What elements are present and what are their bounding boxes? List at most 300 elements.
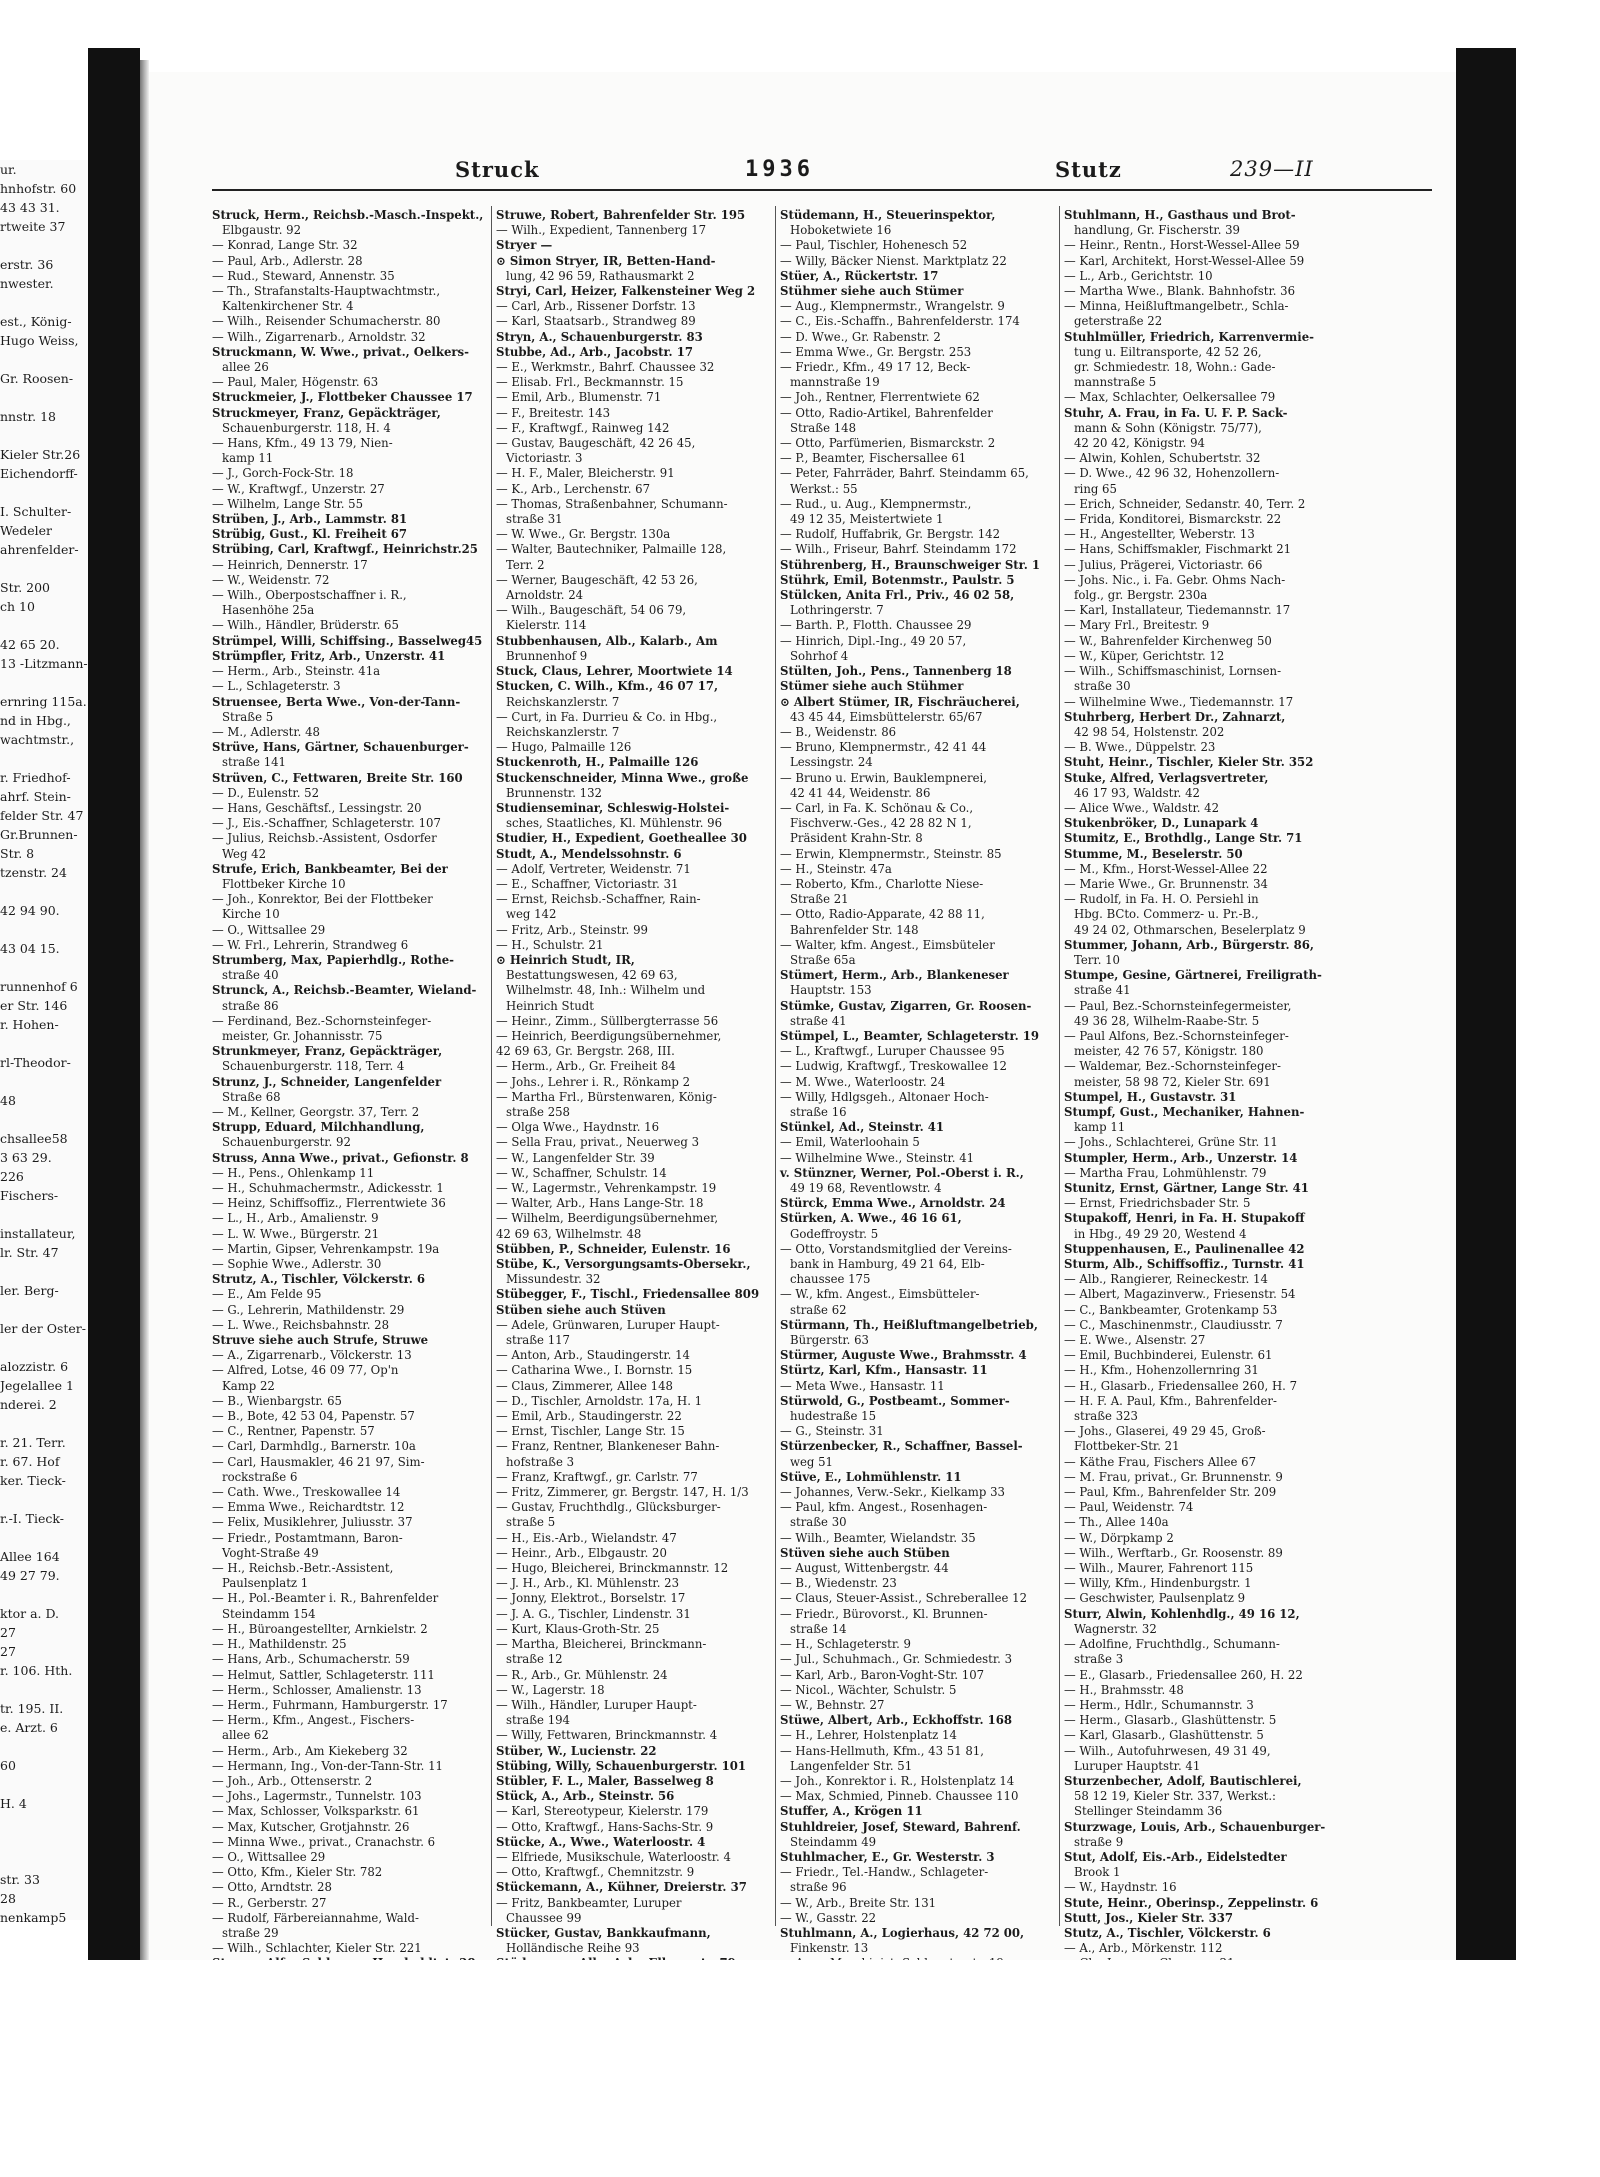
left-page-fragment-line — [0, 1414, 88, 1433]
directory-entry: — Rud., Steward, Annenstr. 35 — [212, 268, 395, 283]
directory-entry: — J., Gorch-Fock-Str. 18 — [212, 466, 354, 481]
directory-entry-heading: Stühmer siehe auch Stümer — [780, 284, 964, 299]
directory-entry: — Bruno u. Erwin, Bauklempnerei, — [780, 770, 987, 785]
left-page-fragment-line — [0, 1110, 88, 1129]
left-page-fragment-line: alozzistr. 6 — [0, 1359, 69, 1374]
directory-entry: Schauenburgerstr. 92 — [222, 1135, 351, 1150]
directory-entry: — Johs. Nic., i. Fa. Gebr. Ohms Nach- — [1064, 572, 1286, 587]
left-page-fragment-line — [0, 559, 88, 578]
directory-entry: — Emma Wwe., Reichardtstr. 12 — [212, 1500, 405, 1515]
directory-entry: — Herm., Arb., Steinstr. 41a — [212, 664, 381, 679]
directory-entry-heading: Stünkel, Ad., Steinstr. 41 — [780, 1120, 945, 1135]
directory-entry-heading: Stuffer, A., Krögen 11 — [780, 1804, 923, 1819]
directory-entry: Holländische Reihe 93 — [506, 1941, 640, 1956]
directory-entry-heading: Stübe, K., Versorgungsamts-Obersekr., — [496, 1257, 751, 1272]
directory-entry-heading: Stuhlmüller, Friedrich, Karrenvermie- — [1064, 329, 1315, 344]
directory-entry: straße 5 — [506, 1515, 556, 1530]
directory-entry: — G., Steinstr. 31 — [780, 1424, 884, 1439]
directory-entry: — Franz, Kraftwgf., gr. Carlstr. 77 — [496, 1469, 698, 1484]
directory-entry: — Max, Kutscher, Grotjahnstr. 26 — [212, 1819, 410, 1834]
directory-entry: Brunnenstr. 132 — [506, 785, 602, 800]
left-page-fragment-line — [0, 1262, 88, 1281]
directory-entry: — Emil, Arb., Staudingerstr. 22 — [496, 1409, 682, 1424]
directory-entry: — Geschwister, Paulsenplatz 9 — [1064, 1591, 1246, 1606]
directory-entry: Straße 5 — [222, 709, 274, 724]
page-gutter — [140, 60, 149, 1970]
directory-entry: — Adele, Grünwaren, Luruper Haupt- — [496, 1317, 720, 1332]
directory-entry: straße 41 — [1074, 983, 1131, 998]
directory-entry-heading: Stürck, Emma Wwe., Arnoldstr. 24 — [780, 1196, 1006, 1211]
left-page-fragment-line: 28 — [0, 1891, 16, 1906]
directory-entry-heading: Stück, A., Arb., Steinstr. 56 — [496, 1789, 675, 1804]
directory-entry: — Curt, in Fa. Durrieu & Co. in Hbg., — [496, 709, 718, 724]
left-page-fragment-line: Gr.Brunnen- — [0, 827, 78, 842]
left-page-fragment-line — [0, 1205, 88, 1224]
directory-entry: straße 12 — [506, 1652, 563, 1667]
directory-entry: Werkst.: 55 — [790, 481, 858, 496]
directory-entry: in Hbg., 49 29 20, Westend 4 — [1074, 1226, 1247, 1241]
directory-entry: — Carl, Hausmakler, 46 21 97, Sim- — [212, 1454, 425, 1469]
directory-entry: — Jonny, Elektrot., Borselstr. 17 — [496, 1591, 686, 1606]
directory-entry: — Hinrich, Dipl.-Ing., 49 20 57, — [780, 633, 967, 648]
directory-entry-heading: Strutz, A., Tischler, Völckerstr. 6 — [212, 1272, 425, 1287]
directory-entry: — Willy, Hdlgsgeh., Altonaer Hoch- — [780, 1089, 989, 1104]
directory-entry: 42 20 42, Königstr. 94 — [1074, 436, 1205, 451]
left-page-fragment-line: lr. Str. 47 — [0, 1245, 59, 1260]
directory-entry: — Paul, Tischler, Hohenesch 52 — [780, 238, 968, 253]
directory-entry: — Jul., Schuhmach., Gr. Schmiedestr. 3 — [780, 1652, 1013, 1667]
directory-entry: — L., Schlageterstr. 3 — [212, 679, 341, 694]
directory-entry: hudestraße 15 — [790, 1409, 877, 1424]
left-page-fragment-line: wachtmstr., — [0, 732, 75, 747]
directory-entry-heading: Stübing, Willy, Schauenburgerstr. 101 — [496, 1758, 747, 1773]
directory-entry: — Herm., Arb., Am Kiekeberg 32 — [212, 1743, 408, 1758]
left-page-fragment-line: ahrf. Stein- — [0, 789, 71, 804]
directory-entry: — Ernst, Reichsb.-Schaffner, Rain- — [496, 892, 701, 907]
header-year: 1936 — [745, 157, 814, 182]
directory-entry: — Johs., Lagermstr., Tunnelstr. 103 — [212, 1789, 422, 1804]
left-page-fragment-line: 48 — [0, 1093, 16, 1108]
directory-entry: — E., Werkmstr., Bahrf. Chaussee 32 — [496, 360, 715, 375]
left-page-fragment-line — [0, 1585, 88, 1604]
left-page-fragment-line: r. Hohen- — [0, 1017, 59, 1032]
directory-entry: Voght-Straße 49 — [222, 1545, 319, 1560]
directory-entry: — Wilh., Autofuhrwesen, 49 31 49, — [1064, 1743, 1271, 1758]
directory-entry: — Walter, Arb., Hans Lange-Str. 18 — [496, 1196, 704, 1211]
directory-entry: — Willy, Kfm., Hindenburgstr. 1 — [1064, 1576, 1252, 1591]
directory-entry: — Elisab. Frl., Beckmannstr. 15 — [496, 375, 684, 390]
left-page-fragment-line: erstr. 36 — [0, 257, 54, 272]
directory-entry: Missundestr. 32 — [506, 1272, 601, 1287]
directory-entry-heading: Stupakoff, Henri, in Fa. H. Stupakoff — [1064, 1211, 1305, 1226]
left-page-fragment-line: 43 43 31. — [0, 200, 60, 215]
directory-entry: Schauenburgerstr. 118, Terr. 4 — [222, 1059, 405, 1074]
directory-entry: — M., Kfm., Horst-Wessel-Allee 22 — [1064, 861, 1268, 876]
directory-entry: — Werner, Baugeschäft, 42 53 26, — [496, 572, 698, 587]
directory-entry: — Max, Schmied, Pinneb. Chaussee 110 — [780, 1789, 1019, 1804]
directory-entry-heading: Stüven siehe auch Stüben — [780, 1545, 950, 1560]
directory-entry: — H., Lehrer, Holstenplatz 14 — [780, 1728, 957, 1743]
directory-entry-heading: Stryer — — [496, 238, 553, 253]
directory-entry: — E., Schaffner, Victoriastr. 31 — [496, 876, 679, 891]
directory-entry: Schauenburgerstr. 118, H. 4 — [222, 420, 391, 435]
directory-entry: Bürgerstr. 63 — [790, 1333, 869, 1348]
left-page-fragment-line: Kieler Str.26 — [0, 447, 81, 462]
directory-entry: Paulsenplatz 1 — [222, 1576, 309, 1591]
directory-entry-heading: Stürken, A. Wwe., 46 16 61, — [780, 1211, 962, 1226]
directory-entry: — Paul, Weidenstr. 74 — [1064, 1500, 1194, 1515]
directory-entry-heading: Strufe, Erich, Bankbeamter, Bei der — [212, 861, 448, 876]
directory-entry: — H., Schuhmachermstr., Adickesstr. 1 — [212, 1181, 444, 1195]
directory-entry: hofstraße 3 — [506, 1454, 575, 1469]
directory-entry: — W. Frl., Lehrerin, Strandweg 6 — [212, 937, 409, 952]
directory-entry: — Joh., Rentner, Flerrentwiete 62 — [780, 390, 980, 405]
directory-entry: — Emil, Buchbinderei, Eulenstr. 61 — [1064, 1348, 1273, 1363]
directory-entry: — Friedr., Tel.-Handw., Schlageter- — [780, 1865, 989, 1880]
directory-entry-heading: Stümert, Herm., Arb., Blankeneser — [780, 968, 1009, 983]
column-separator — [775, 206, 776, 1926]
left-page-fragment-line: 60 — [0, 1758, 16, 1773]
directory-entry: — W., Kraftwgf., Unzerstr. 27 — [212, 481, 385, 496]
directory-entry: — M. Wwe., Waterloostr. 24 — [780, 1074, 946, 1089]
directory-entry: — H., Pens., Ohlenkamp 11 — [212, 1165, 375, 1180]
directory-entry: Luruper Hauptstr. 41 — [1074, 1758, 1201, 1773]
directory-entry: — Otto, Radio-Apparate, 42 88 11, — [780, 907, 985, 922]
directory-entry: — Heinz, Schiffsoffiz., Flerrentwiete 36 — [212, 1196, 446, 1211]
left-page-fragment-line: tr. 195. II. — [0, 1701, 64, 1716]
directory-entry: — H., Angestellter, Weberstr. 13 — [1064, 527, 1255, 542]
directory-entry: Straße 148 — [790, 420, 857, 435]
directory-entry: — Franz, Rentner, Blankeneser Bahn- — [496, 1439, 720, 1454]
directory-entry: — Gustav, Baugeschäft, 42 26 45, — [496, 436, 696, 451]
left-page-fragment-line — [0, 1490, 88, 1509]
directory-entry: 42 69 63, Gr. Bergstr. 268, III. — [496, 1044, 675, 1059]
directory-column-1 — [212, 208, 486, 1956]
directory-entry: — Otto, Parfümerien, Bismarckstr. 2 — [780, 436, 996, 451]
directory-entry: — Paul Alfons, Bez.-Schornsteinfeger- — [1064, 1028, 1289, 1043]
directory-entry: — Herm., Arb., Gr. Freiheit 84 — [496, 1059, 676, 1074]
directory-entry: — Herm., Schlosser, Amalienstr. 13 — [212, 1682, 422, 1697]
column-separator — [1059, 206, 1060, 1926]
directory-entry: — Karl, Staatsarb., Strandweg 89 — [496, 314, 696, 329]
directory-entry: — Wilh., Expedient, Tannenberg 17 — [496, 223, 707, 238]
directory-entry-heading: Stückemann, A., Kühner, Dreierstr. 37 — [496, 1880, 747, 1895]
directory-entry: — W., Gasstr. 22 — [780, 1910, 877, 1925]
directory-entry: — Carl, Darmhdlg., Barnerstr. 10a — [212, 1439, 416, 1454]
directory-entry: — Karl, Installateur, Tiedemannstr. 17 — [1064, 603, 1291, 618]
directory-entry: — Aug., Klempnermstr., Wrangelstr. 9 — [780, 299, 1005, 314]
directory-entry: — B., Bote, 42 53 04, Papenstr. 57 — [212, 1409, 415, 1424]
left-page-fragment-line: Eichendorff- — [0, 466, 78, 481]
directory-entry: meister, 58 98 72, Kieler Str. 691 — [1074, 1074, 1271, 1089]
left-page-fragment-line: ur. — [0, 162, 17, 177]
directory-entry: — H., Steinstr. 47a — [780, 861, 892, 876]
directory-entry: — Roberto, Kfm., Charlotte Niese- — [780, 876, 984, 891]
directory-entry: — Wilh., Maurer, Fahrenort 115 — [1064, 1561, 1254, 1576]
directory-entry: Wilhelmstr. 48, Inh.: Wilhelm und — [506, 983, 706, 998]
directory-entry-heading: Stumpf, Gust., Mechaniker, Hahnen- — [1064, 1104, 1305, 1119]
directory-entry: Straße 65a — [790, 952, 856, 967]
left-page-fragment-line: nenkamp5 — [0, 1910, 67, 1925]
directory-entry: Kamp 22 — [222, 1378, 275, 1393]
directory-entry: — Otto, Kraftwgf., Chemnitzstr. 9 — [496, 1865, 695, 1880]
directory-entry: Bahrenfelder Str. 148 — [790, 922, 919, 937]
directory-entry: — Hermann, Ing., Von-der-Tann-Str. 11 — [212, 1758, 443, 1773]
directory-entry-heading: Sturm, Alb., Schiffsoffiz., Turnstr. 41 — [1064, 1257, 1305, 1272]
directory-entry: straße 3 — [1074, 1652, 1124, 1667]
directory-entry: — M., Adlerstr. 48 — [212, 724, 320, 739]
directory-entry-heading: Stübegger, F., Tischl., Friedensallee 809 — [496, 1287, 760, 1302]
directory-entry: — Rudolf, Färbereiannahme, Wald- — [212, 1910, 419, 1925]
directory-entry: — H., Büroangestellter, Arnkielstr. 2 — [212, 1621, 428, 1636]
directory-entry: — Adolf, Vertreter, Weidenstr. 71 — [496, 861, 691, 876]
directory-entry: — L., H., Arb., Amalienstr. 9 — [212, 1211, 379, 1226]
directory-entry: — L. Wwe., Reichsbahnstr. 28 — [212, 1317, 390, 1332]
directory-entry: — H. F. A. Paul, Kfm., Bahrenfelder- — [1064, 1393, 1277, 1408]
directory-entry: sches, Staatliches, Kl. Mühlenstr. 96 — [506, 816, 723, 831]
directory-entry: — Fritz, Zimmerer, gr. Bergstr. 147, H. 1/3 — [496, 1485, 749, 1500]
directory-entry: straße 141 — [222, 755, 286, 770]
directory-entry-heading: Stülcken, Anita Frl., Priv., 46 02 58, — [780, 588, 1015, 603]
directory-entry: — B., Weidenstr. 86 — [780, 724, 897, 739]
directory-entry: — Thomas, Straßenbahner, Schumann- — [496, 496, 728, 511]
directory-entry: — R., Gerberstr. 27 — [212, 1895, 327, 1910]
directory-entry: — Claus, Zimmerer, Allee 148 — [496, 1378, 673, 1393]
directory-entry-heading: Struensee, Berta Wwe., Von-der-Tann- — [212, 694, 461, 709]
left-page-fragment-line — [0, 1072, 88, 1091]
directory-entry: straße 323 — [1074, 1409, 1138, 1424]
directory-entry: — B. Wwe., Düppelstr. 23 — [1064, 740, 1216, 755]
directory-entry: — Hugo, Bleicherei, Brinckmannstr. 12 — [496, 1561, 729, 1576]
directory-entry-heading: Stumpler, Herm., Arb., Unzerstr. 14 — [1064, 1150, 1298, 1165]
directory-entry: lung, 42 96 59, Rathausmarkt 2 — [506, 268, 695, 283]
left-page-fragment-line — [0, 236, 88, 255]
directory-entry: — Bruno, Klempnermstr., 42 41 44 — [780, 740, 987, 755]
directory-entry: — Wilhelm, Lange Str. 55 — [212, 496, 364, 511]
directory-entry: — D., Tischler, Arnoldstr. 17a, H. 1 — [496, 1393, 703, 1408]
directory-entry: Reichskanzlerstr. 7 — [506, 724, 620, 739]
directory-entry: — Marie Wwe., Gr. Brunnenstr. 34 — [1064, 876, 1268, 891]
directory-entry: — H., Kfm., Hohenzollernring 31 — [1064, 1363, 1259, 1378]
left-page-fragment-line: nnstr. 18 — [0, 409, 56, 424]
directory-entry: kamp 11 — [1074, 1120, 1126, 1135]
directory-entry: — Sophie Wwe., Adlerstr. 30 — [212, 1257, 382, 1272]
left-page-fragment-line — [0, 350, 88, 369]
left-page-fragment-line: felder Str. 47 — [0, 808, 84, 823]
directory-entry: straße 62 — [790, 1302, 847, 1317]
left-page-fragment-line: installateur, — [0, 1226, 76, 1241]
directory-entry: — F., Kraftwgf., Rainweg 142 — [496, 420, 670, 435]
directory-entry: — Otto, Vorstandsmitglied der Vereins- — [780, 1241, 1012, 1256]
directory-entry: — Käthe Frau, Fischers Allee 67 — [1064, 1454, 1257, 1469]
directory-entry-heading: Stuke, Alfred, Verlagsvertreter, — [1064, 770, 1269, 785]
left-page-fragment-line: est., König- — [0, 314, 72, 329]
directory-entry: — Ernst, Friedrichsbader Str. 5 — [1064, 1196, 1251, 1211]
left-page-fragment-line: 3 63 29. — [0, 1150, 52, 1165]
left-page-fragment-line: ler der Oster- — [0, 1321, 86, 1336]
directory-entry: — D., Eulenstr. 52 — [212, 785, 320, 800]
directory-entry-heading: Stüdemann, H., Steuerinspektor, — [780, 208, 996, 222]
directory-entry: — Martin, Gipser, Vehrenkampstr. 19a — [212, 1241, 440, 1256]
directory-entry: Reichskanzlerstr. 7 — [506, 694, 620, 709]
directory-entry: — H., Glasarb., Friedensallee 260, H. 7 — [1064, 1378, 1298, 1393]
directory-entry: — Wilh., Friseur, Bahrf. Steindamm 172 — [780, 542, 1017, 557]
directory-entry-heading: Stüber, W., Lucienstr. 22 — [496, 1743, 657, 1758]
directory-entry-heading: Studt, A., Mendelssohnstr. 6 — [496, 846, 682, 861]
left-page-fragment-line — [0, 1927, 88, 1946]
directory-entry: Steindamm 154 — [222, 1606, 316, 1621]
left-page-fragment-line — [0, 1775, 88, 1794]
directory-entry-heading: Stummer, Johann, Arb., Bürgerstr. 86, — [1064, 937, 1314, 952]
directory-entry-heading: Strumberg, Max, Papierhdlg., Rothe- — [212, 952, 454, 967]
directory-entry: — W., Weidenstr. 72 — [212, 572, 330, 587]
directory-entry: — Willy, Bäcker Nienst. Marktplatz 22 — [780, 253, 1007, 268]
left-page-fragment-line: ernring 115a. — [0, 694, 87, 709]
left-page-fragment-line — [0, 882, 88, 901]
directory-entry: — Johs., Lehrer i. R., Rönkamp 2 — [496, 1074, 691, 1089]
directory-entry: — Joh., Konrektor i. R., Holstenplatz 14 — [780, 1773, 1015, 1788]
directory-entry-heading: Stuhlmann, A., Logierhaus, 42 72 00, — [780, 1925, 1025, 1940]
directory-entry: straße 194 — [506, 1713, 570, 1728]
directory-entry: — Nicol., Wächter, Schulstr. 5 — [780, 1682, 957, 1697]
left-page-fragment-line: er Str. 146 — [0, 998, 68, 1013]
directory-column-2 — [496, 208, 770, 1956]
left-page-fragment-line: str. 33 — [0, 1872, 40, 1887]
directory-entry: — J., Eis.-Schaffner, Schlageterstr. 107 — [212, 816, 441, 831]
directory-entry: 42 41 44, Weidenstr. 86 — [790, 785, 931, 800]
directory-entry-heading: Stubbe, Ad., Arb., Jacobstr. 17 — [496, 344, 693, 359]
directory-entry: Finkenstr. 13 — [790, 1941, 869, 1956]
directory-entry: — Carl, Arb., Rissener Dorfstr. 13 — [496, 299, 696, 314]
left-page-fragment-line: 226 — [0, 1169, 24, 1184]
directory-entry: — Rudolf, Huffabrik, Gr. Bergstr. 142 — [780, 527, 1001, 542]
directory-entry-heading: Stumitz, E., Brothdlg., Lange Str. 71 — [1064, 831, 1303, 846]
directory-entry: — W., Schaffner, Schulstr. 14 — [496, 1165, 667, 1180]
directory-entry: — Wilh., Beamter, Wielandstr. 35 — [780, 1530, 976, 1545]
directory-entry: — O., Wittsallee 29 — [212, 1849, 326, 1864]
left-page-fragment-line: Str. 200 — [0, 580, 50, 595]
directory-entry: — L., Kraftwgf., Luruper Chaussee 95 — [780, 1044, 1005, 1059]
directory-entry: — W., kfm. Angest., Eimsbütteler- — [780, 1287, 980, 1302]
directory-entry: Kaltenkirchener Str. 4 — [222, 299, 354, 314]
directory-entry: 43 45 44, Eimsbüttelerstr. 65/67 — [790, 709, 983, 724]
left-page-fragment-line: rl-Theodor- — [0, 1055, 71, 1070]
directory-entry-heading: Stute, Heinr., Oberinsp., Zeppelinstr. 6 — [1064, 1895, 1319, 1910]
directory-entry: — E., Glasarb., Friedensallee 260, H. 22 — [1064, 1667, 1303, 1682]
directory-entry: — Hans-Hellmuth, Kfm., 43 51 81, — [780, 1743, 984, 1758]
left-page-fragment-line: rtweite 37 — [0, 219, 66, 234]
directory-entry: — C., Eis.-Schaffn., Bahrenfelderstr. 174 — [780, 314, 1020, 329]
left-page-fragment-line: 42 94 90. — [0, 903, 60, 918]
directory-entry-heading: Stuhlmacher, E., Gr. Westerstr. 3 — [780, 1849, 995, 1864]
directory-column-4 — [1064, 208, 1338, 1956]
directory-entry: bank in Hamburg, 49 21 64, Elb- — [790, 1257, 985, 1272]
directory-entry: straße 16 — [790, 1104, 847, 1119]
directory-entry: — H., Brahmsstr. 48 — [1064, 1682, 1184, 1697]
directory-entry: — Mary Frl., Breitestr. 9 — [1064, 618, 1210, 633]
directory-entry: — Martha Frl., Bürstenwaren, König- — [496, 1089, 717, 1104]
directory-entry: — Otto, Radio-Artikel, Bahrenfelder — [780, 405, 993, 420]
directory-entry-heading: Strunkmeyer, Franz, Gepäckträger, — [212, 1044, 443, 1059]
directory-entry-heading: Sturzenbecher, Adolf, Bautischlerei, — [1064, 1773, 1302, 1788]
directory-entry: — Paul, Kfm., Bahrenfelder Str. 209 — [1064, 1485, 1277, 1500]
left-page-fragment-line — [0, 1813, 88, 1832]
directory-entry: — Minna Wwe., privat., Cranachstr. 6 — [212, 1834, 436, 1849]
directory-entry-heading: Stührenberg, H., Braunschweiger Str. 1 — [780, 557, 1041, 572]
directory-entry: Stellinger Steindamm 36 — [1074, 1804, 1223, 1819]
directory-entry: — Hans, Schiffsmakler, Fischmarkt 21 — [1064, 542, 1292, 557]
left-page-fragment-line: 13 -Litzmann- — [0, 656, 88, 671]
directory-entry: 46 17 93, Waldstr. 42 — [1074, 785, 1200, 800]
left-page-fragment-line: Fischers- — [0, 1188, 59, 1203]
directory-entry: — Claus, Steuer-Assist., Schreberallee 12 — [780, 1591, 1028, 1606]
directory-entry-heading: Stukenbröker, D., Lunapark 4 — [1064, 816, 1259, 831]
directory-entry: — Heinrich, Dennerstr. 17 — [212, 557, 368, 572]
directory-entry: folg., gr. Bergstr. 230a — [1074, 588, 1208, 603]
left-page-fragment-line — [0, 616, 88, 635]
directory-entry-heading: Struckmann, W. Wwe., privat., Oelkers- — [212, 344, 469, 359]
directory-entry: — J. A. G., Tischler, Lindenstr. 31 — [496, 1606, 691, 1621]
directory-entry: — C., Rentner, Papenstr. 57 — [212, 1424, 375, 1439]
directory-entry: — R., Arb., Gr. Mühlenstr. 24 — [496, 1667, 668, 1682]
header-left-word: Struck — [455, 157, 540, 182]
directory-entry: — Hugo, Palmaille 126 — [496, 740, 632, 755]
directory-entry: — F., Breitestr. 143 — [496, 405, 611, 420]
directory-entry: — Elfriede, Musikschule, Waterloostr. 4 — [496, 1849, 731, 1864]
left-page-fragment-line: ler. Berg- — [0, 1283, 59, 1298]
column-separator — [491, 206, 492, 1926]
directory-entry: Straße 68 — [222, 1089, 281, 1104]
directory-entry: 49 12 35, Meistertwiete 1 — [790, 512, 944, 527]
left-page-fragment-line: ch 10 — [0, 599, 35, 614]
directory-entry: Hauptstr. 153 — [790, 983, 872, 998]
directory-entry: — Karl, Arb., Baron-Voght-Str. 107 — [780, 1667, 985, 1682]
left-page-fragment-line: I. Schulter- — [0, 504, 72, 519]
directory-entry: — Meta Wwe., Hansastr. 11 — [780, 1378, 945, 1393]
directory-entry: Weg 42 — [222, 846, 267, 861]
left-page-fragment-line — [0, 483, 88, 502]
directory-entry: — W., Lagerstr. 18 — [496, 1682, 605, 1697]
directory-entry: — C., Maschinenmstr., Claudiusstr. 7 — [1064, 1317, 1283, 1332]
directory-entry: — Heinr., Zimm., Süllbergterrasse 56 — [496, 1013, 719, 1028]
left-page-fragment-line: 27 — [0, 1625, 16, 1640]
directory-entry: — Gustav, Fruchthdlg., Glücksburger- — [496, 1500, 721, 1515]
directory-entry: — W., Langenfelder Str. 39 — [496, 1150, 655, 1165]
directory-entry: Flottbeker Kirche 10 — [222, 876, 346, 891]
directory-entry: — Johs., Glaserei, 49 29 45, Groß- — [1064, 1424, 1266, 1439]
directory-entry: — Emil, Waterloohain 5 — [780, 1135, 920, 1150]
directory-entry: Arnoldstr. 24 — [506, 588, 584, 603]
left-page-fragment-line: r. 21. Terr. — [0, 1435, 66, 1450]
directory-entry: — K., Arb., Lerchenstr. 67 — [496, 481, 651, 496]
directory-entry-heading: Stülten, Joh., Pens., Tannenberg 18 — [780, 664, 1012, 679]
directory-entry: — Adolfine, Fruchthdlg., Schumann- — [1064, 1637, 1280, 1652]
left-page-fragment-line — [0, 426, 88, 445]
left-page-fragment-line — [0, 293, 88, 312]
directory-entry: Chaussee 99 — [506, 1910, 582, 1925]
directory-entry: mannstraße 5 — [1074, 375, 1157, 390]
directory-entry: — H., Schlageterstr. 9 — [780, 1637, 911, 1652]
left-page-fragment-line — [0, 958, 88, 977]
directory-entry: — Wilhelmine Wwe., Tiedemannstr. 17 — [1064, 694, 1294, 709]
directory-entry-heading: v. Stünzner, Werner, Pol.-Oberst i. R., — [780, 1165, 1024, 1180]
directory-entry: — M., Kellner, Georgstr. 37, Terr. 2 — [212, 1104, 420, 1119]
directory-entry: — Hans, Kfm., 49 13 79, Nien- — [212, 436, 393, 451]
directory-entry: Brook 1 — [1074, 1865, 1121, 1880]
directory-entry: — Joh., Arb., Ottenserstr. 2 — [212, 1773, 373, 1788]
directory-entry: — Alice Wwe., Waldstr. 42 — [1064, 800, 1220, 815]
left-page-fragment-line — [0, 749, 88, 768]
